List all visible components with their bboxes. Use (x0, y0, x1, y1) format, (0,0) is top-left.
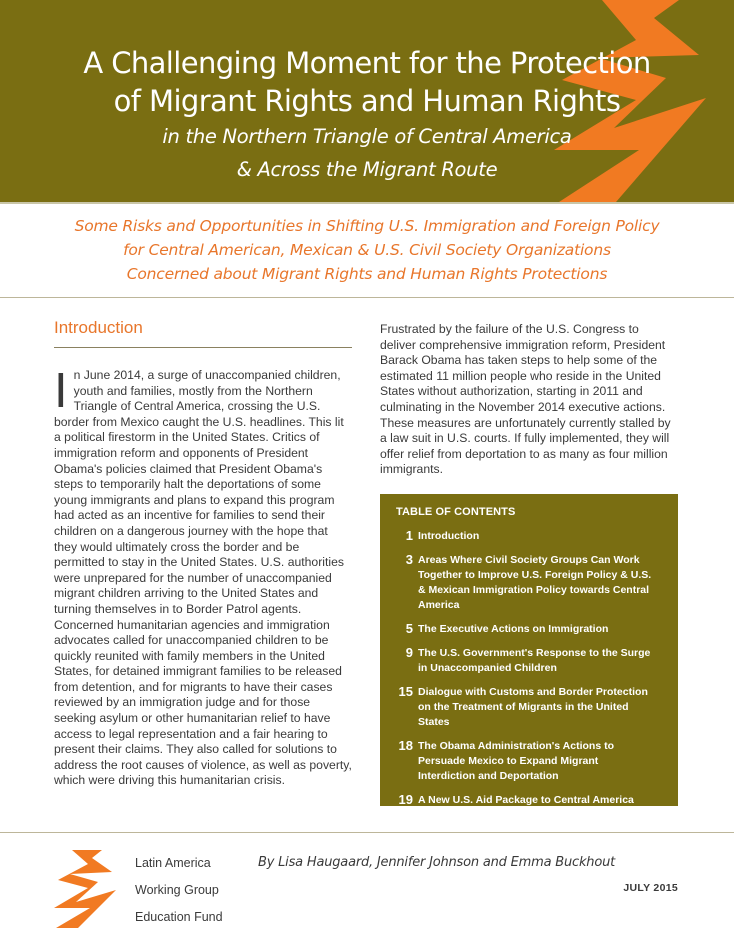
toc-item[interactable] (380, 552, 678, 613)
toc-item[interactable] (380, 621, 678, 637)
toc-title: Dialogue with Customs and Border Protection on the Treatment of Migrants in the United States (418, 686, 648, 728)
page-title-line-1: A Challenging Moment for the Protection (83, 46, 651, 80)
section-heading-rule (54, 347, 352, 348)
org-name-line-2: Working Group (135, 883, 219, 897)
obama-paragraph: Frustrated by the failure of the U.S. Congress to deliver comprehensive immigration reform, President Barack Obama has taken steps to help some of the estimated 11 million people who reside in the United States without authorization, starting in 2011 and culminating in the November 2014 executive actions. These measures are unfortunately currently stalled by a law suit in U.S. courts. If fully implemented, they will offer relief from deportation to as many as four million immigrants. (380, 322, 671, 477)
page-subtitle-line-2: & Across the Migrant Route (236, 158, 498, 181)
toc-item[interactable] (380, 528, 678, 544)
toc-page-number: 5 (405, 621, 413, 636)
toc-page-number: 1 (405, 528, 413, 543)
toc-page-number: 9 (405, 645, 413, 660)
toc-title: The U.S. Government's Response to the Surge in Unaccompanied Children (418, 647, 651, 674)
title-block (0, 44, 734, 186)
toc-item[interactable] (380, 792, 678, 808)
toc-title: Introduction (418, 530, 480, 542)
toc-heading: TABLE OF CONTENTS (396, 506, 516, 518)
page-subtitle-line-1: in the Northern Triangle of Central America (162, 125, 572, 148)
toc-page-number: 19 (398, 792, 413, 807)
report-subheading (0, 214, 734, 286)
publication-date: JULY 2015 (623, 882, 678, 894)
drop-cap: I (54, 364, 68, 418)
toc-title: The Obama Administration's Actions to Persuade Mexico to Expand Migrant Interdiction and Deportation (418, 740, 614, 782)
lawg-logo-icon (54, 850, 124, 928)
section-heading: Introduction (54, 318, 143, 337)
org-name-line-3: Education Fund (135, 910, 223, 924)
intro-body-right (380, 322, 678, 478)
toc-item[interactable] (380, 645, 678, 676)
report-subheading-line-1: Some Risks and Opportunities in Shifting U.S. Immigration and Foreign Policy (74, 217, 660, 235)
header-banner (0, 0, 734, 202)
footer-divider (0, 832, 734, 833)
subheading-divider (0, 297, 734, 298)
intro-body-left (54, 364, 352, 789)
org-name-line-1: Latin America (135, 856, 211, 870)
toc-item[interactable] (380, 738, 678, 784)
toc-title: Areas Where Civil Society Groups Can Work Together to Improve U.S. Foreign Policy & U.S. & Mexican Immigration Policy towards Central America (418, 554, 652, 611)
toc-list (380, 528, 678, 816)
toc-title: The Executive Actions on Immigration (418, 623, 609, 635)
toc-page-number: 3 (405, 552, 413, 567)
report-subheading-line-3: Concerned about Migrant Rights and Human Rights Protections (126, 265, 608, 283)
org-name (135, 850, 223, 931)
report-subheading-line-2: for Central American, Mexican & U.S. Civil Society Organizations (123, 241, 611, 259)
toc-page-number: 15 (398, 684, 413, 699)
intro-paragraph: n June 2014, a surge of unaccompanied children, youth and families, mostly from the Northern Triangle of Central America, crossing the U.S. border from Mexico caught the U.S. headlines. This lit a political firestorm in the United States. Critics of immigration reform and opponents of President Obama's policies claimed that President Obama's steps to temporarily halt the deportations of some young immigrants and plans to expand this program had acted as an incentive for families to send their children on a dangerous journey with the hope that they would ultimately cross the border and be permitted to stay in the United States. U.S. authorities were unprepared for the number of unaccompanied migrant children arriving to the United States and turning themselves in to Border Patrol agents. Concerned humanitarian agencies and immigration advocates called for unaccompanied children to be quickly reunited with family members in the United States, for detained immigrant families to be released from detention, and for migrants to have their cases reviewed by an immigration judge and for those seeking asylum or other humanitarian relief to have access to legal representation and a fair hearing to present their claims. They also called for solutions to address the root causes of violence, as well as poverty, which were driving this humanitarian crisis. (54, 368, 352, 788)
table-of-contents (380, 494, 678, 806)
toc-title: A New U.S. Aid Package to Central America (418, 794, 634, 806)
toc-item[interactable] (380, 684, 678, 730)
page-title-line-2: of Migrant Rights and Human Rights (113, 84, 621, 118)
toc-page-number: 18 (398, 738, 413, 753)
authors-byline: By Lisa Haugaard, Jennifer Johnson and Emma Buckhout (258, 855, 616, 870)
banner-divider (0, 202, 734, 204)
